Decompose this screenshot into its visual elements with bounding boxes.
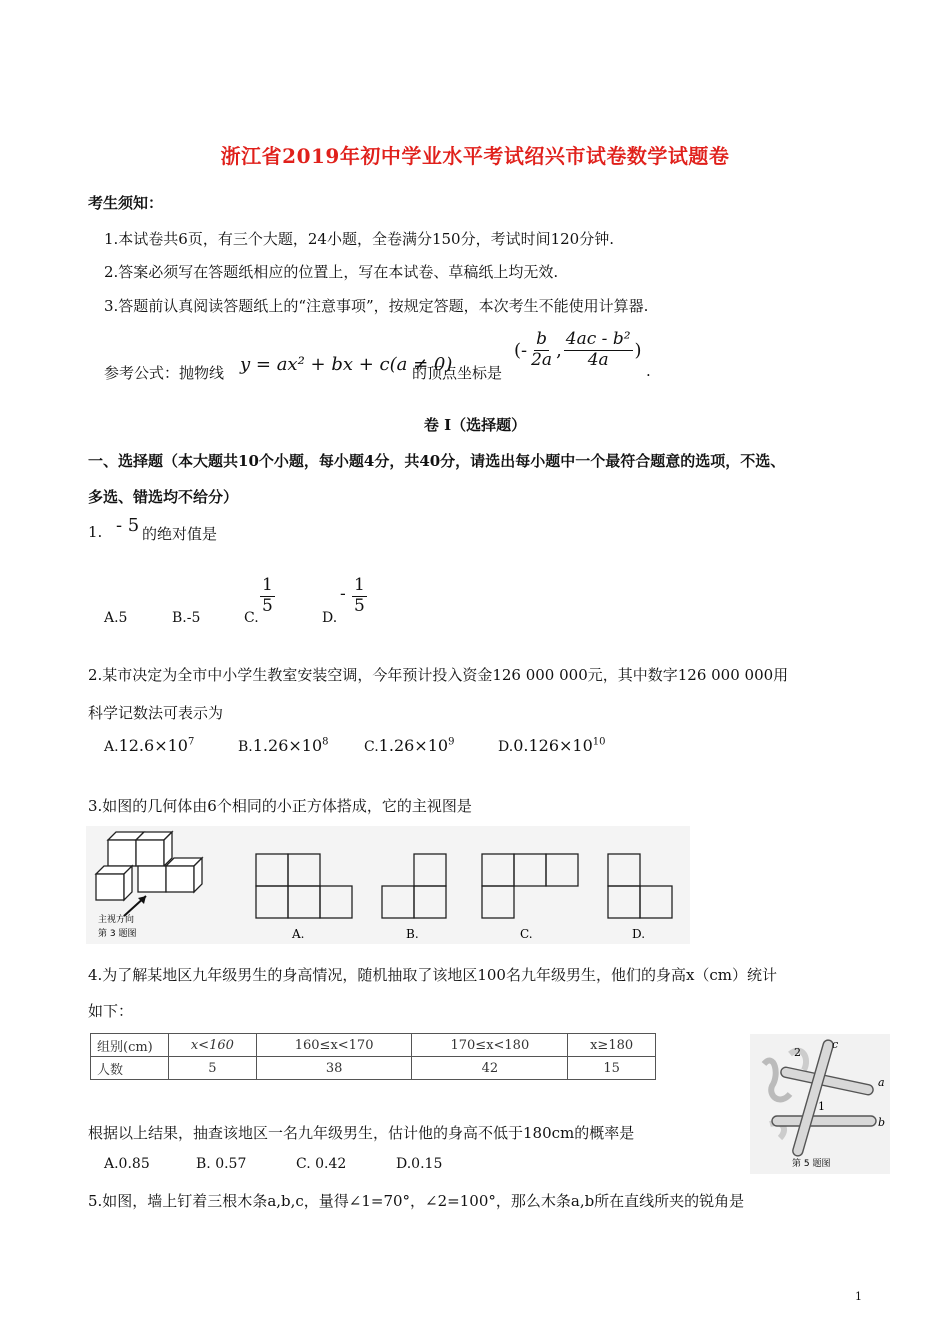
table-cell: 人数 <box>91 1057 169 1080</box>
q5-label-c: c <box>832 1038 839 1051</box>
q1-option-d-label: D. <box>322 610 338 626</box>
notice-heading: 考生须知： <box>88 194 164 212</box>
q1-expr: - 5 <box>116 515 140 536</box>
q3-view-direction: 主视方向 <box>98 915 135 925</box>
table-header-cell: 170≤x<180 <box>412 1034 568 1057</box>
q5-angle-1: 1 <box>818 1100 825 1113</box>
table-cell: 42 <box>412 1057 568 1080</box>
table-header-cell: x≥180 <box>568 1034 656 1057</box>
table-header-cell: x<160 <box>169 1034 257 1057</box>
q1-option-d-fraction: $\frac{1}{5}$ <box>354 575 365 616</box>
q2-option-a: $A.12.6\times 10^7$ <box>104 736 195 755</box>
part-one-line1: 一、选择题（本大题共10个小题，每小题4分，共40分，请选出每小题中一个最符合题意的选项，不选、 <box>88 452 786 470</box>
notice-item-3: 3.答题前认真阅读答题纸上的“注意事项”，按规定答题，本次考生不能使用计算器. <box>104 297 649 315</box>
q4-line1: 4.为了解某地区九年级男生的身高情况，随机抽取了该地区100名九年级男生，他们的身高x（cm）统计 <box>88 966 778 984</box>
q1-number: 1. <box>88 523 103 541</box>
notice-item-2: 2.答案必须写在答题纸相应的位置上，写在本试卷、草稿纸上均无效. <box>104 263 559 281</box>
table-cell: 38 <box>256 1057 412 1080</box>
q5-angle-2: 2 <box>794 1046 801 1059</box>
q1-option-c-fraction: $\frac{1}{5}$ <box>262 575 273 616</box>
q1-option-c-label: C. <box>244 610 259 626</box>
q1-option-b: B.-5 <box>172 610 201 626</box>
q3-figures <box>86 826 690 944</box>
parabola-formula: y = ax² + bx + c(a ≠ 0) <box>240 354 453 375</box>
q4-option-c: C. 0.42 <box>296 1156 347 1172</box>
q3-figure-caption: 第 3 题图 <box>98 929 137 939</box>
q4-option-d: D.0.15 <box>396 1156 443 1172</box>
table-row <box>91 1057 656 1080</box>
part-one-line2: 多选、错选均不给分） <box>88 488 239 506</box>
q4-option-b: B. 0.57 <box>196 1156 247 1172</box>
q2-line1: 2.某市决定为全市中小学生教室安装空调，今年预计投入资金126 000 000元，其中数字126 000 000用 <box>88 666 789 684</box>
formula-mid: 的顶点坐标是 <box>412 364 503 382</box>
q4-option-a: A.0.85 <box>104 1156 150 1172</box>
formula-prefix: 参考公式：抛物线 <box>104 364 225 382</box>
vertex-coordinates: (- $\frac{b}{2a}$ , $\frac{\text{4ac - b²}}{4a}$ ) <box>514 329 642 370</box>
q1-option-a: A.5 <box>104 610 128 626</box>
page-number: 1 <box>855 1290 862 1303</box>
q2-option-d: $D.0.126\times 10^{10}$ <box>498 736 606 755</box>
q1-option-d-sign: - <box>340 584 346 604</box>
q2-line2: 科学记数法可表示为 <box>88 704 224 722</box>
q3-text: 3.如图的几何体由6个相同的小正方体搭成，它的主视图是 <box>88 797 472 815</box>
table-header-cell: 160≤x<170 <box>256 1034 412 1057</box>
table-cell: 5 <box>169 1057 257 1080</box>
q3-option-b: B. <box>406 927 419 941</box>
q5-label-b: b <box>878 1116 886 1129</box>
q5-text: 5.如图，墙上钉着三根木条a,b,c，量得∠1=70°，∠2=100°，那么木条a,b所在直线所夹的锐角是 <box>88 1192 745 1210</box>
section-title: 卷 I（选择题） <box>423 416 527 434</box>
q2-option-b: $B.1.26\times 10^8$ <box>238 736 329 755</box>
q4-question: 根据以上结果，抽查该地区一名九年级男生，估计他的身高不低于180cm的概率是 <box>88 1124 635 1142</box>
q5-figure-caption: 第 5 题图 <box>792 1159 831 1169</box>
page-title: 浙江省2019年初中学业水平考试绍兴市试卷数学试题卷 <box>220 144 730 168</box>
q3-option-d: D. <box>632 927 646 941</box>
q4-height-table <box>90 1033 656 1080</box>
q2-option-c: $C.1.26\times 10^9$ <box>364 736 455 755</box>
q4-line2: 如下： <box>88 1002 134 1020</box>
table-cell: 15 <box>568 1057 656 1080</box>
q5-label-a: a <box>878 1076 885 1089</box>
q3-option-a: A. <box>292 927 305 941</box>
q5-figure <box>750 1034 890 1174</box>
notice-item-1: 1.本试卷共6页，有三个大题，24小题，全卷满分150分，考试时间120分钟. <box>104 230 614 248</box>
table-row <box>91 1034 656 1057</box>
q1-text: 的绝对值是 <box>142 525 218 543</box>
q3-option-c: C. <box>520 927 533 941</box>
table-header-cell: 组别(cm) <box>91 1034 169 1057</box>
